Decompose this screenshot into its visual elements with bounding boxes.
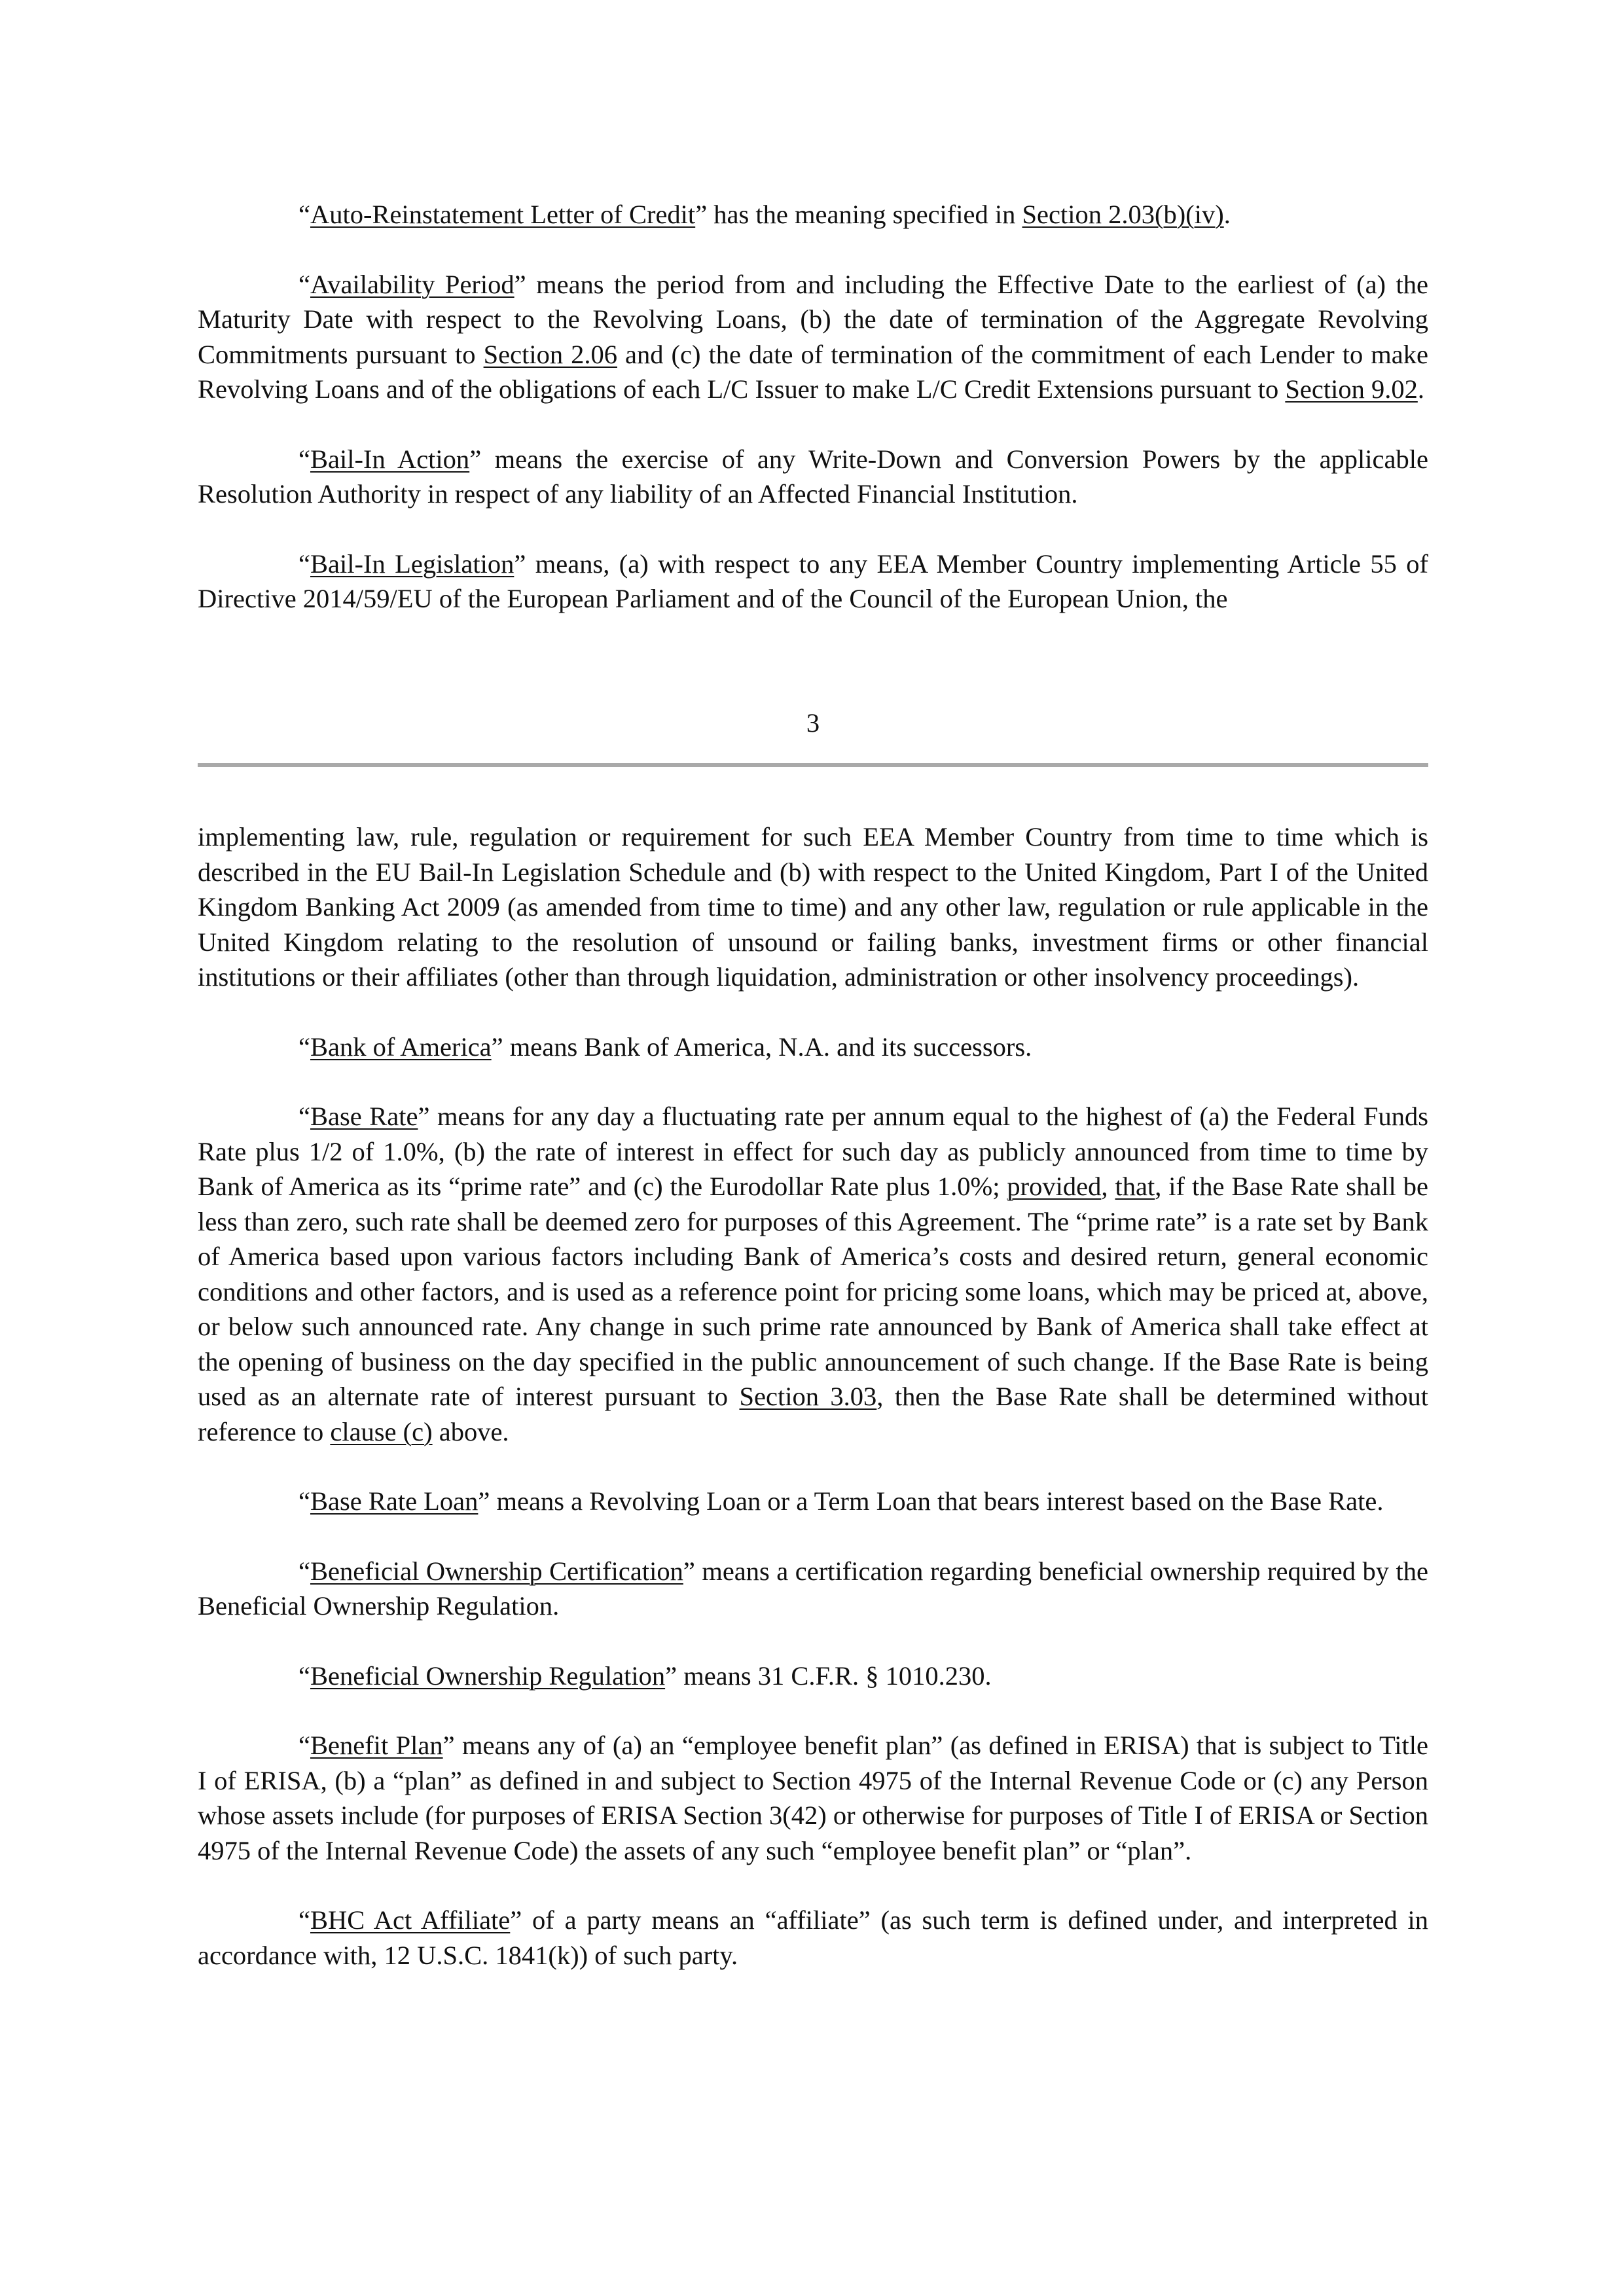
defined-term: Beneficial Ownership Regulation <box>310 1660 666 1691</box>
paragraph-text: above. <box>432 1416 509 1446</box>
paragraph-text: ” means, (a) with respect to any EEA Member Country implementing Article 55 of Directive 2014/59/EU of the European Parliament and of the Council of the European Union, the <box>198 548 1429 613</box>
paragraph-text: ” means the period from and including the Effective Date to the earliest of (a) the Maturity Date with respect to the Revolving Loans, (b) the date of termination of the Aggregate Revolving Commitments pursuant to <box>198 269 1428 369</box>
defined-term: Auto-Reinstatement Letter of Credit <box>310 200 696 229</box>
paragraph-text: “ <box>298 200 310 229</box>
paragraph-text: ” means a Revolving Loan or a Term Loan that bears interest based on the Base Rate. <box>478 1486 1384 1516</box>
page-3-body <box>198 197 1428 617</box>
defined-term: Section 2.03(b)(iv) <box>1022 200 1224 229</box>
paragraph-text: ” means the exercise of any Write-Down and Conversion Powers by the applicable Resolution Authority in respect of any liability of an Affected Financial Institution. <box>198 444 1428 509</box>
page-number: 3 <box>806 708 820 738</box>
definition-paragraph <box>198 1030 1428 1065</box>
defined-term: Beneficial Ownership Certification <box>310 1556 683 1586</box>
defined-term: Section 3.03 <box>739 1382 877 1411</box>
page-break-divider <box>198 763 1428 767</box>
defined-term: provided <box>1007 1172 1102 1201</box>
definition-paragraph <box>198 1554 1428 1624</box>
paragraph-text: , then the Base Rate shall be determined without reference to <box>198 1382 1428 1446</box>
definition-paragraph <box>198 197 1428 232</box>
definition-paragraph <box>198 1903 1428 1973</box>
defined-term: Bail-In Action <box>310 444 470 474</box>
paragraph-text: “ <box>298 1486 310 1516</box>
definition-paragraph <box>198 442 1428 512</box>
defined-term: Base Rate <box>310 1102 418 1131</box>
definition-paragraph <box>198 819 1428 995</box>
defined-term: Availability Period <box>310 269 514 299</box>
paragraph-text: . <box>1417 374 1424 404</box>
paragraph-text: ” of a party means an “affiliate” (as such term is defined under, and interpreted in accordance with, 12 U.S.C. 1841(k)) of such party. <box>198 1905 1429 1970</box>
paragraph-text: ” means any of (a) an “employee benefit plan” (as defined in ERISA) that is subject to Title I of ERISA, (b) a “plan” as defined in and subject to Section 4975 of the Internal Revenue Code or (c) any Person whose assets include (for purposes of ERISA Section 3(42) or otherwise for purposes of Title I of ERISA or Section 4975 of the Internal Revenue Code) the assets of any such “employee benefit plan” or “plan”. <box>198 1731 1428 1865</box>
paragraph-text: , <box>1101 1172 1115 1201</box>
paragraph-text: ” means a certification regarding beneficial ownership required by the Beneficial Ownership Regulation. <box>198 1556 1428 1621</box>
defined-term: BHC Act Affiliate <box>310 1905 511 1935</box>
defined-term: Section 9.02 <box>1285 374 1418 404</box>
defined-term: Base Rate Loan <box>310 1486 478 1516</box>
paragraph-text: “ <box>298 444 310 474</box>
paragraph-text: “ <box>298 548 310 579</box>
defined-term: that <box>1115 1172 1155 1201</box>
paragraph-text: and (c) the date of termination of the commitment of each Lender to make Revolving Loans and of the obligations of each L/C Issuer to make L/C Credit Extensions pursuant to <box>198 339 1428 404</box>
defined-term: Bail-In Legislation <box>310 548 514 579</box>
defined-term: Benefit Plan <box>310 1731 443 1760</box>
paragraph-text: “ <box>298 1102 310 1131</box>
definition-paragraph <box>198 267 1428 407</box>
paragraph-text: ” has the meaning specified in <box>695 200 1022 229</box>
paragraph-text: “ <box>298 1905 310 1935</box>
paragraph-text: ” means Bank of America, N.A. and its successors. <box>491 1031 1032 1062</box>
paragraph-text: implementing law, rule, regulation or requirement for such EEA Member Country from time to time which is described in the EU Bail-In Legislation Schedule and (b) with respect to the United Kingdom, Part I of the United Kingdom Banking Act 2009 (as amended from time to time) and any other law, regulation or rule applicable in the United Kingdom relating to the resolution of unsound or failing banks, investment firms or other financial institutions or their affiliates (other than through liquidation, administration or other insolvency proceedings). <box>198 822 1428 992</box>
defined-term: clause (c) <box>330 1416 433 1446</box>
paragraph-text: . <box>1223 200 1231 229</box>
defined-term: Section 2.06 <box>483 339 617 369</box>
paragraph-text: “ <box>298 1660 310 1691</box>
paragraph-text: “ <box>298 1556 310 1586</box>
definition-paragraph <box>198 547 1428 617</box>
definition-paragraph <box>198 1728 1428 1868</box>
paragraph-text: “ <box>298 1731 310 1760</box>
paragraph-text: “ <box>298 1031 310 1062</box>
definition-paragraph <box>198 1484 1428 1519</box>
definition-paragraph <box>198 1659 1428 1694</box>
paragraph-text: , if the Base Rate shall be less than zero, such rate shall be deemed zero for purposes of this Agreement. The “prime rate” is a rate set by Bank of America based upon various factors including Bank of America’s costs and desired return, general economic conditions and other factors, and is used as a reference point for pricing some loans, which may be priced at, above, or below such announced rate. Any change in such prime rate announced by Bank of America shall take effect at the opening of business on the day specified in the public announcement of such change. If the Base Rate is being used as an alternate rate of interest pursuant to <box>198 1172 1428 1411</box>
paragraph-text: ” means 31 C.F.R. § 1010.230. <box>665 1660 992 1691</box>
page-4-body <box>198 819 1428 1973</box>
paragraph-text: “ <box>298 269 310 299</box>
definition-paragraph <box>198 1099 1428 1449</box>
paragraph-text: ” means for any day a fluctuating rate per annum equal to the highest of (a) the Federal Funds Rate plus 1/2 of 1.0%, (b) the rate of interest in effect for such day as publicly announced from time to time by Bank of America as its “prime rate” and (c) the Eurodollar Rate plus 1.0%; <box>198 1102 1428 1201</box>
defined-term: Bank of America <box>310 1031 492 1062</box>
